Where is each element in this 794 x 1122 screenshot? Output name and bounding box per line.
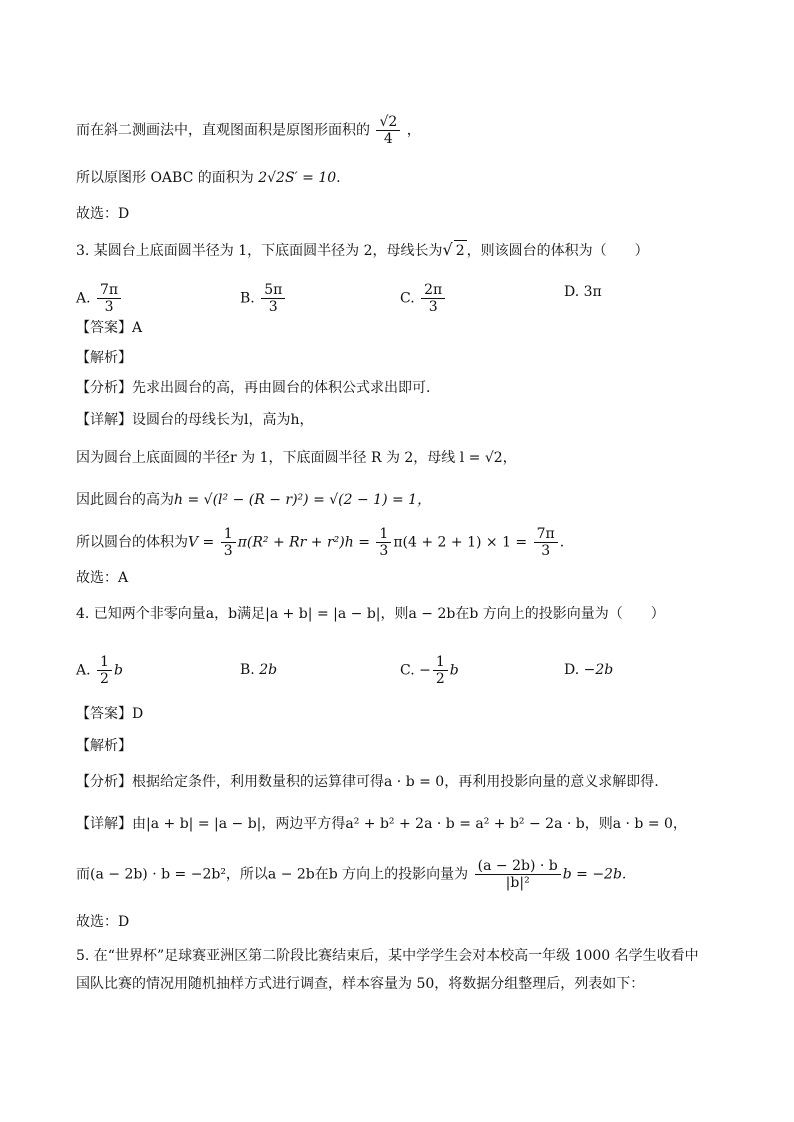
q4-xiangjie: 【详解】由|a + b| = |a − b|，两边平方得a² + b² + 2a · b = a² + b² − 2a · b，则a · b = 0， — [76, 816, 687, 832]
text-line-area-ratio: 而在斜二测画法中，直观图面积是原图形面积的 $\frac{√2}{4}$ ， — [76, 114, 421, 147]
q3-detail-line-1: 因为圆台上底面圆的半径r 为 1，下底面圆半径 R 为 2，母线 l = √2， — [76, 450, 517, 466]
q3-option-c: C. $\frac{2\pi}{3}$ — [400, 282, 447, 315]
question-5-stem-line-2: 国队比赛的情况用随机抽样方式进行调查，样本容量为 50，将数据分组整理后，列表如下： — [76, 976, 645, 992]
line-text: 而在斜二测画法中，直观图面积是原图形面积的 — [76, 122, 370, 139]
q3-option-b: B. $\frac{5\pi}{3}$ — [240, 282, 287, 315]
q3-detail-line-2: 因此圆台的高为h = √(l² − (R − r)²) = √(2 − 1) = 1， — [76, 492, 432, 508]
q4-detail-line-2: 而(a − 2b) · b = −2b²，所以a − 2b在b 方向上的投影向量为 $\frac{(a - 2b) \cdot b}{\text{|b|²}}$ b = −2b. — [76, 858, 627, 891]
q4-option-d: D. −2b — [564, 662, 614, 678]
q4-answer: 【答案】D — [76, 706, 144, 722]
q4-option-b: B. 2b — [240, 662, 278, 678]
q4-analysis-header: 【解析】 — [76, 738, 132, 754]
q4-option-c: C. − $\frac{1}{2}$ b — [400, 654, 459, 687]
text-line-original-area: 所以原图形 OABC 的面积为 2√2S′ = 10. — [76, 170, 341, 186]
math-area-expression: 2√2S′ = 10 — [258, 170, 337, 186]
question-3-stem: 3. 某圆台上底面圆半径为 1，下底面圆半径为 2，母线长为√ 2 ，则该圆台的体积为（ ） — [76, 240, 649, 259]
q3-fenxi: 【分析】先求出圆台的高，再由圆台的体积公式求出即可. — [76, 380, 431, 396]
question-5-stem-line-1: 5. 在“世界杯”足球赛亚洲区第二阶段比赛结束后，某中学学生会对本校高一年级 1000 名学生收看中 — [76, 948, 699, 964]
q4-option-a: A. $\frac{1}{2}$ b — [76, 654, 123, 687]
q3-answer: 【答案】A — [76, 320, 143, 336]
q4-fenxi: 【分析】根据给定条件，利用数量积的运算律可得a · b = 0，再利用投影向量的意义求解即得. — [76, 774, 659, 790]
q4-choose: 故选：D — [76, 914, 130, 930]
q3-option-a: A. $\frac{7\pi}{3}$ — [76, 282, 123, 315]
q3-xiangjie: 【详解】设圆台的母线长为l，高为h， — [76, 412, 314, 428]
q3-choose: 故选：A — [76, 570, 129, 586]
q3-analysis-header: 【解析】 — [76, 350, 132, 366]
q3-option-d: D. 3π — [564, 284, 602, 300]
choice-line-d: 故选：D — [76, 206, 130, 222]
fraction-sqrt2-over-4: $\frac{√2}{4}$ — [376, 114, 400, 147]
question-4-stem: 4. 已知两个非零向量a，b满足|a + b| = |a − b|，则a − 2b在b 方向上的投影向量为（ ） — [76, 606, 665, 622]
q3-detail-line-3: 所以圆台的体积为V = $\frac{1}{3}$ π(R² + Rr + r²)h = $\frac{1}{3}$ π(4 + 2 + 1) × 1 = $\frac{7\pi}{3}$ . — [76, 526, 565, 559]
